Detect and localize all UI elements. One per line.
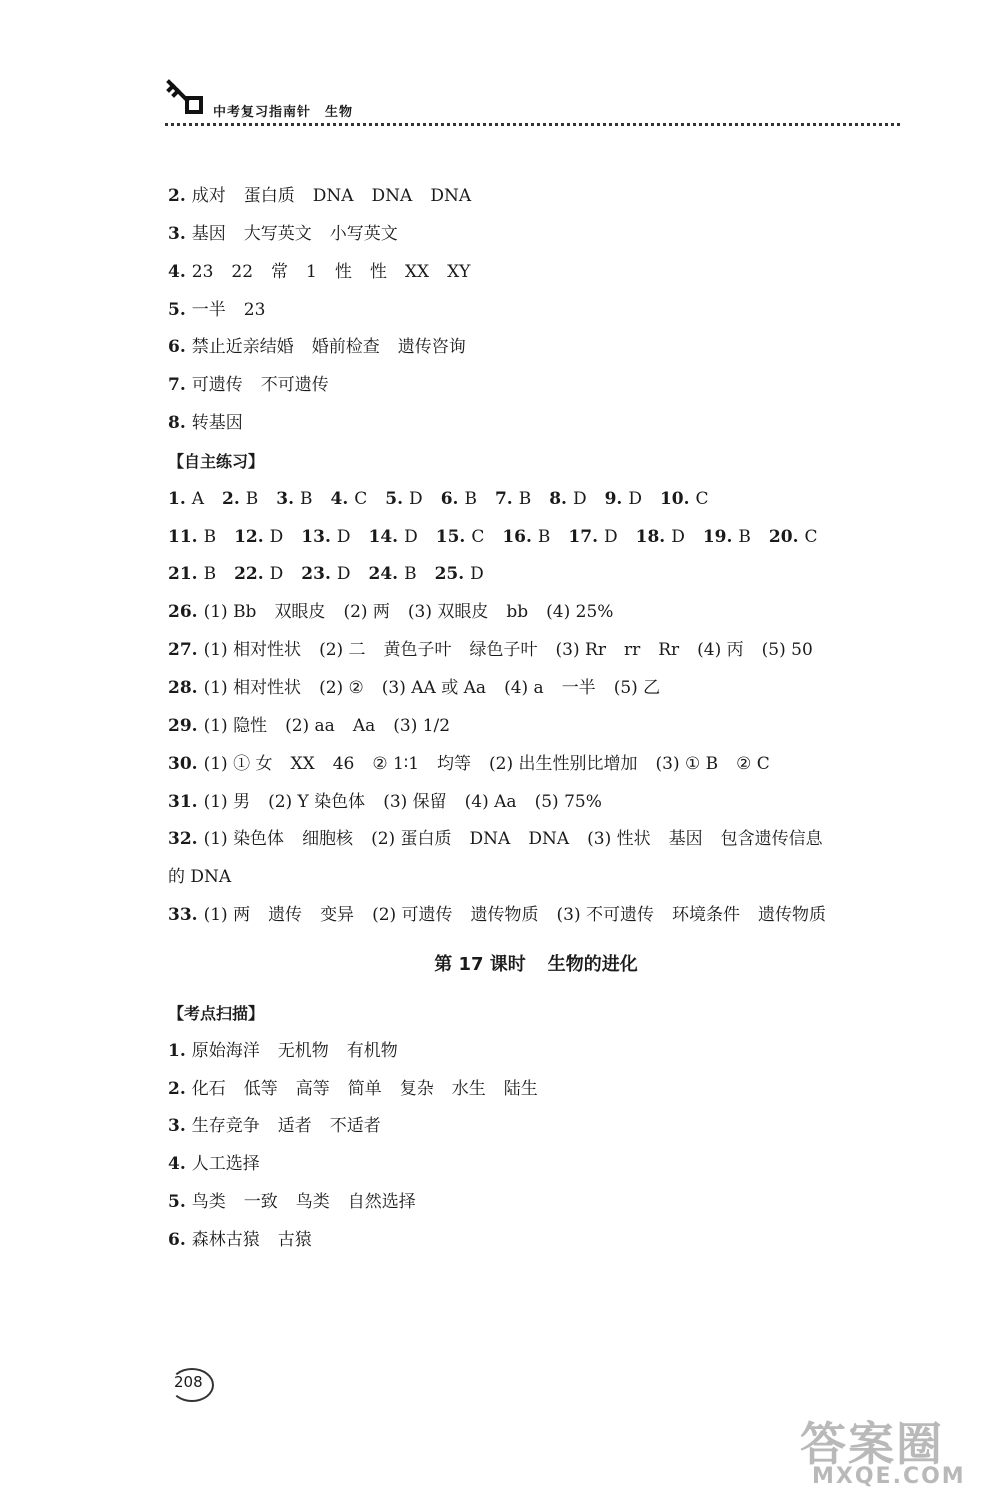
answer-item: (3) 不可遗传 [556, 905, 655, 926]
question-number: 2. [168, 186, 186, 206]
answer-item: 一半 [561, 677, 596, 698]
question-number: 1. [168, 1040, 186, 1061]
question-number: 1. [168, 488, 186, 509]
choice-answer: D [470, 564, 484, 585]
choice-answer: D [409, 488, 423, 509]
answer-item: (1) 两 [203, 905, 251, 926]
question-number: 14. [368, 526, 399, 547]
subject-label: 生物 [325, 105, 354, 120]
choice-row [168, 519, 904, 557]
question-number: 3. [276, 488, 295, 509]
choice-answer: C [354, 488, 368, 509]
choice-row [168, 556, 904, 594]
answer-item: DNA [430, 186, 472, 206]
question-number: 4. [330, 488, 349, 509]
lines-part3 [168, 1033, 904, 1260]
question-number: 5. [385, 488, 404, 509]
answer-line [168, 821, 904, 859]
answer-item: 遗传 [268, 905, 303, 926]
page-number: 208 [174, 1373, 203, 1391]
answer-item: Aa [352, 715, 376, 736]
question-number: 12. [234, 526, 264, 547]
answer-item: 不可遗传 [260, 375, 329, 396]
section-self-practice: 【自主练习】 [168, 451, 265, 471]
answer-item: 变异 [320, 905, 355, 926]
question-number: 16. [502, 526, 532, 547]
section-scan: 【考点扫描】 [168, 1003, 265, 1023]
question-number: 7. [168, 375, 186, 396]
lines-part2 [168, 594, 904, 935]
answer-item: (2) 二 [319, 640, 366, 661]
question-number: 8. [549, 488, 567, 509]
question-number: 17. [568, 526, 598, 547]
question-number: 33. [168, 905, 198, 926]
answer-item: 生存竞争 [191, 1116, 260, 1137]
answer-item: 低等 [243, 1078, 278, 1099]
answer-item: 遗传物质 [758, 905, 827, 926]
answer-item: rr [623, 640, 641, 661]
answer-item: (2) ② [319, 677, 364, 698]
answer-item: (1) 男 [203, 791, 251, 812]
answer-item: (1) 隐性 [203, 715, 268, 736]
question-number: 13. [301, 526, 331, 547]
answer-item: (4) 25% [546, 602, 614, 623]
page-header [165, 72, 900, 128]
answer-item: 蛋白质 [243, 186, 295, 206]
answer-item: 禁止近亲结婚 [191, 337, 294, 358]
answer-item: (5) 75% [534, 791, 602, 812]
answer-item: 森林古猿 [191, 1229, 260, 1250]
choice-answer: B [518, 488, 532, 509]
question-number: 20. [768, 526, 799, 547]
question-number: 24. [368, 564, 399, 585]
answer-item: 基因 [668, 829, 703, 850]
answer-item: (5) 乙 [613, 677, 661, 698]
answer-content [168, 178, 904, 1260]
answer-item: 一致 [243, 1192, 278, 1213]
answer-item: 遗传咨询 [397, 337, 466, 358]
choice-answer: D [603, 526, 618, 547]
question-number: 29. [168, 715, 198, 736]
choice-answer: D [336, 564, 351, 585]
answer-line [168, 1184, 904, 1222]
choice-answer: B [738, 526, 751, 547]
answer-line [168, 897, 904, 935]
question-number: 8. [168, 413, 186, 434]
watermark-main: 答案圈 [800, 1417, 944, 1471]
answer-item: (2) 出生性别比增加 [489, 753, 638, 774]
question-number: 15. [435, 526, 466, 547]
answer-item: 原始海洋 [191, 1040, 260, 1061]
choice-answer: C [471, 526, 485, 547]
answer-item: (3) ① B [655, 753, 719, 774]
answer-item: 环境条件 [672, 905, 741, 926]
answer-line [168, 632, 904, 670]
answer-line [168, 1222, 904, 1260]
answer-item: 基因 [191, 223, 226, 244]
choice-answer: B [203, 526, 217, 547]
answer-item: bb [506, 602, 529, 623]
answer-item: 转基因 [191, 413, 243, 434]
choice-answer: B [300, 488, 313, 509]
question-number: 2. [222, 488, 240, 509]
answer-line [168, 670, 904, 708]
answer-item: 水生 [451, 1078, 486, 1099]
choice-row [168, 481, 904, 519]
header-dotted-rule [165, 123, 900, 126]
answer-item: (4) Aa [464, 791, 517, 812]
choice-answer: D [269, 564, 284, 585]
answer-item: Rr [658, 640, 680, 661]
answer-item: 1 [306, 261, 317, 282]
answer-item: 小写英文 [329, 223, 398, 244]
answer-line [168, 405, 904, 443]
question-number: 4. [168, 261, 186, 282]
answer-line [168, 292, 904, 330]
answer-item: XY [447, 261, 471, 282]
answer-item: 22 [231, 261, 254, 282]
question-number: 6. [168, 1229, 186, 1250]
question-number: 4. [168, 1154, 186, 1175]
answer-line [168, 1146, 904, 1184]
answer-item: 人工选择 [191, 1154, 260, 1175]
answer-line [168, 216, 904, 254]
choice-answer: D [404, 526, 418, 547]
answer-item: DNA [371, 186, 413, 206]
answer-item: 复杂 [399, 1078, 434, 1099]
answer-item: (4) 丙 [697, 640, 744, 661]
answer-line [168, 367, 904, 405]
lines-part1 [168, 178, 904, 443]
lesson-number: 第 17 课时 [434, 953, 526, 975]
choice-answer: C [804, 526, 818, 547]
answer-item: 黄色子叶 [383, 640, 452, 661]
answer-item: 细胞核 [302, 829, 354, 850]
answer-item: 包含遗传信息 [720, 829, 823, 850]
answer-item: 性 [334, 261, 352, 282]
answer-item: (3) 性状 [587, 829, 651, 850]
answer-item: (2) aa [285, 715, 335, 736]
answer-line [168, 1071, 904, 1109]
answer-item: 婚前检查 [311, 337, 380, 358]
question-number: 22. [234, 564, 264, 585]
answer-item: 陆生 [503, 1078, 538, 1099]
question-number: 6. [168, 337, 186, 358]
answer-item: XX [290, 753, 315, 774]
answer-item: 简单 [347, 1078, 382, 1099]
lesson-name: 生物的进化 [547, 953, 638, 975]
answer-item: DNA [469, 829, 511, 850]
question-number: 23. [301, 564, 331, 585]
answer-item: 无机物 [277, 1040, 329, 1061]
choice-answer: B [203, 564, 217, 585]
answer-item: (2) 两 [343, 602, 390, 623]
answer-item: (1) ① 女 [203, 753, 273, 774]
answer-item: 成对 [191, 186, 226, 206]
answer-item: 遗传物质 [470, 905, 539, 926]
answer-item: 均等 [437, 753, 472, 774]
page-number-badge [168, 1366, 214, 1400]
answer-item: ② 1∶1 [372, 753, 420, 774]
choice-answer: D [671, 526, 685, 547]
question-number: 5. [168, 1192, 186, 1213]
answer-item: 46 [332, 753, 355, 774]
choice-answer: B [537, 526, 551, 547]
answer-item: 化石 [191, 1078, 226, 1099]
answer-item: 常 [271, 261, 289, 282]
question-number: 30. [168, 753, 198, 774]
answer-line [168, 708, 904, 746]
answer-item: 的 DNA [168, 867, 232, 888]
question-number: 11. [168, 526, 198, 547]
answer-item: (5) 50 [761, 640, 813, 661]
question-number: 18. [635, 526, 666, 547]
answer-item: 大写英文 [243, 223, 312, 244]
question-number: 19. [702, 526, 733, 547]
choice-answer: A [191, 488, 205, 509]
answer-item: 23 [243, 299, 266, 320]
watermark-site: MXQE.COM [812, 1464, 966, 1489]
answer-item: (2) 蛋白质 [371, 829, 452, 850]
question-number: 7. [494, 488, 513, 509]
question-number: 25. [434, 564, 465, 585]
lesson-title [168, 935, 904, 995]
answer-item: 不适者 [329, 1116, 381, 1137]
answer-item: 古猿 [277, 1229, 312, 1250]
answer-item: (3) 1/2 [393, 715, 451, 736]
answer-item: 双眼皮 [274, 602, 326, 623]
answer-item: ② C [736, 753, 770, 774]
watermark [800, 1408, 990, 1494]
answer-item: 适者 [277, 1116, 312, 1137]
answer-line [168, 178, 904, 216]
answer-item: (1) 染色体 [203, 829, 285, 850]
answer-item: (3) Rr [555, 640, 606, 661]
answer-item: (1) Bb [203, 602, 257, 623]
choice-answer: B [245, 488, 259, 509]
answer-item: 性 [369, 261, 387, 282]
choice-answers [168, 481, 904, 595]
book-title: 中考复习指南针 [213, 105, 312, 120]
answer-item: 绿色子叶 [469, 640, 538, 661]
question-number: 5. [168, 299, 186, 320]
answer-line [168, 1108, 904, 1146]
answer-item: 自然选择 [347, 1192, 416, 1213]
answer-item: (1) 相对性状 [203, 677, 302, 698]
question-number: 31. [168, 791, 198, 812]
answer-line [168, 784, 904, 822]
choice-answer: B [464, 488, 477, 509]
choice-answer: D [628, 488, 642, 509]
answer-item: (3) 双眼皮 [407, 602, 489, 623]
answer-item: (1) 相对性状 [203, 640, 302, 661]
answer-line [168, 594, 904, 632]
answer-item: 一半 [191, 299, 226, 320]
answer-item: 可遗传 [191, 375, 243, 396]
choice-answer: C [695, 488, 709, 509]
answer-item: XX [404, 261, 430, 282]
answer-item: 有机物 [346, 1040, 398, 1061]
header-title [213, 101, 353, 120]
question-number: 3. [168, 1116, 186, 1137]
answer-item: (3) AA 或 Aa [381, 677, 487, 698]
question-number: 3. [168, 223, 186, 244]
answer-item: 23 [191, 261, 214, 282]
answer-line [168, 254, 904, 292]
answer-item: (4) a [504, 677, 544, 698]
choice-answer: B [404, 564, 417, 585]
answer-item: DNA [528, 829, 570, 850]
answer-line [168, 329, 904, 367]
choice-answer: D [269, 526, 284, 547]
question-number: 2. [168, 1078, 186, 1099]
key-icon [165, 76, 209, 116]
answer-item: 高等 [295, 1078, 330, 1099]
question-number: 6. [440, 488, 459, 509]
question-number: 26. [168, 602, 198, 623]
answer-line [168, 859, 904, 897]
answer-item: DNA [312, 186, 354, 206]
question-number: 21. [168, 564, 198, 585]
question-number: 28. [168, 677, 198, 698]
question-number: 32. [168, 829, 198, 850]
choice-answer: D [572, 488, 587, 509]
choice-answer: D [336, 526, 351, 547]
answer-item: 鸟类 [191, 1192, 226, 1213]
answer-item: 鸟类 [295, 1192, 330, 1213]
answer-item: (2) 可遗传 [372, 905, 453, 926]
answer-line [168, 746, 904, 784]
question-number: 27. [168, 640, 198, 661]
question-number: 10. [659, 488, 690, 509]
question-number: 9. [604, 488, 623, 509]
answer-line [168, 1033, 904, 1071]
answer-item: (3) 保留 [383, 791, 447, 812]
answer-item: (2) Y 染色体 [268, 791, 366, 812]
